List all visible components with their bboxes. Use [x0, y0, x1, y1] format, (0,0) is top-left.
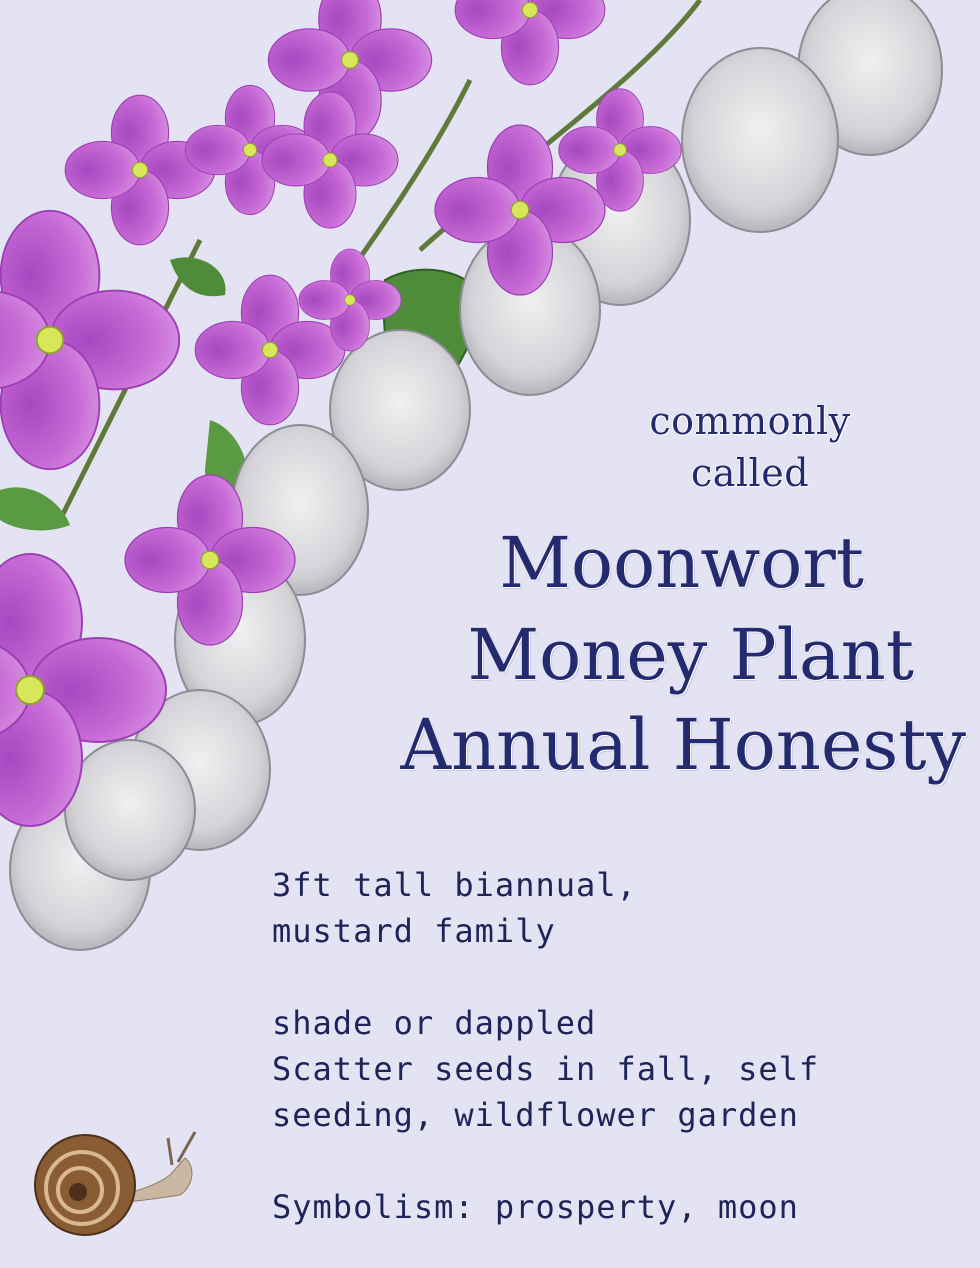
name-annual-honesty: Annual Honesty: [400, 704, 966, 786]
name-money-plant: Money Plant: [467, 614, 914, 696]
symbolism-text: Symbolism: prosperty, moon: [272, 1188, 799, 1226]
name-moonwort: Moonwort: [499, 522, 864, 604]
snail-illustration: [35, 1132, 195, 1235]
growth-line-1: 3ft tall biannual,: [272, 866, 637, 904]
intro-line-2: called: [690, 451, 810, 495]
care-line-2: Scatter seeds in fall, self: [272, 1050, 820, 1088]
care-line-3: seeding, wildflower garden: [272, 1096, 799, 1134]
intro-line-1: commonly: [649, 399, 851, 443]
growth-line-2: mustard family: [272, 912, 556, 950]
care-line-1: shade or dappled: [272, 1004, 597, 1042]
